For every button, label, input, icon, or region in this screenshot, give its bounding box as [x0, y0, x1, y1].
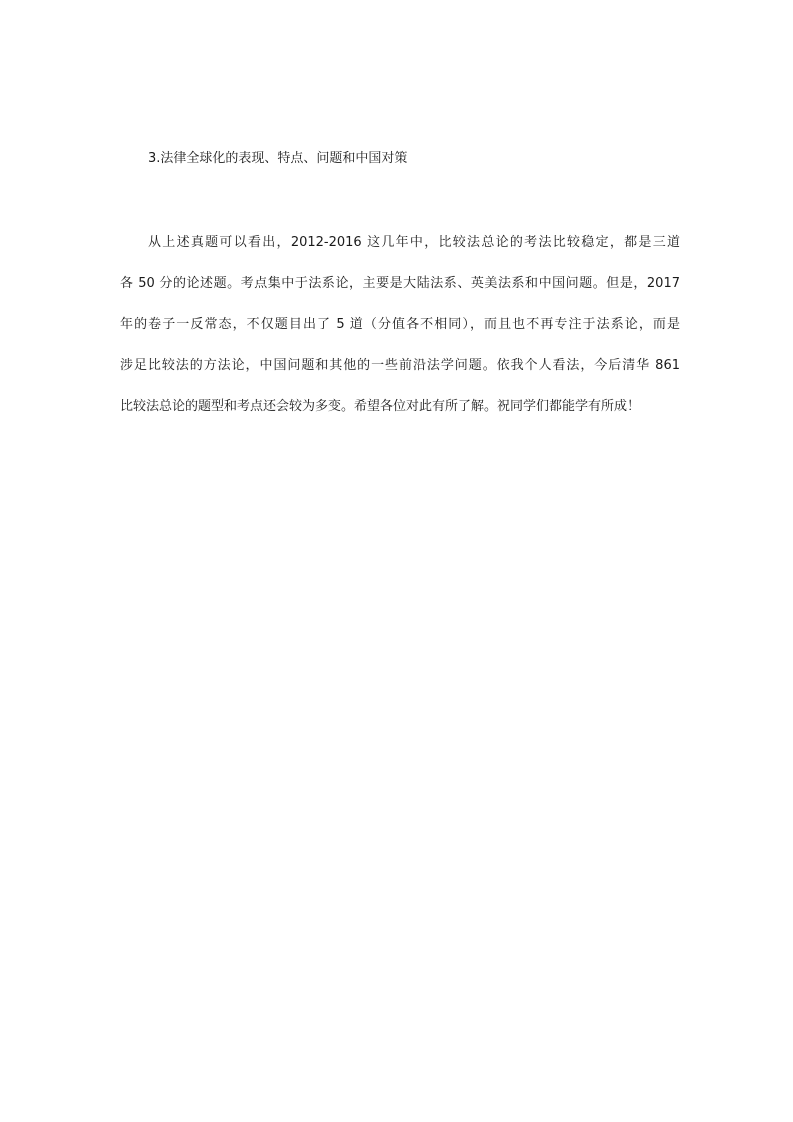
paragraph-line: 年的卷子一反常态，不仅题目出了 5 道（分值各不相同），而且也不再专注于法系论，而是 [120, 317, 680, 332]
paragraph-line: 从上述真题可以看出，2012-2016 这几年中，比较法总论的考法比较稳定，都是三道 [148, 235, 680, 250]
paragraph-line: 比较法总论的题型和考点还会较为多变。希望各位对此有所了解。祝同学们都能学有所成！ [120, 399, 641, 414]
section-heading: 3.法律全球化的表现、特点、问题和中国对策 [148, 151, 408, 166]
paragraph-line: 涉足比较法的方法论，中国问题和其他的一些前沿法学问题。依我个人看法，今后清华 861 [120, 358, 680, 373]
paragraph-line: 各 50 分的论述题。考点集中于法系论，主要是大陆法系、英美法系和中国问题。但是，2017 [120, 276, 680, 291]
